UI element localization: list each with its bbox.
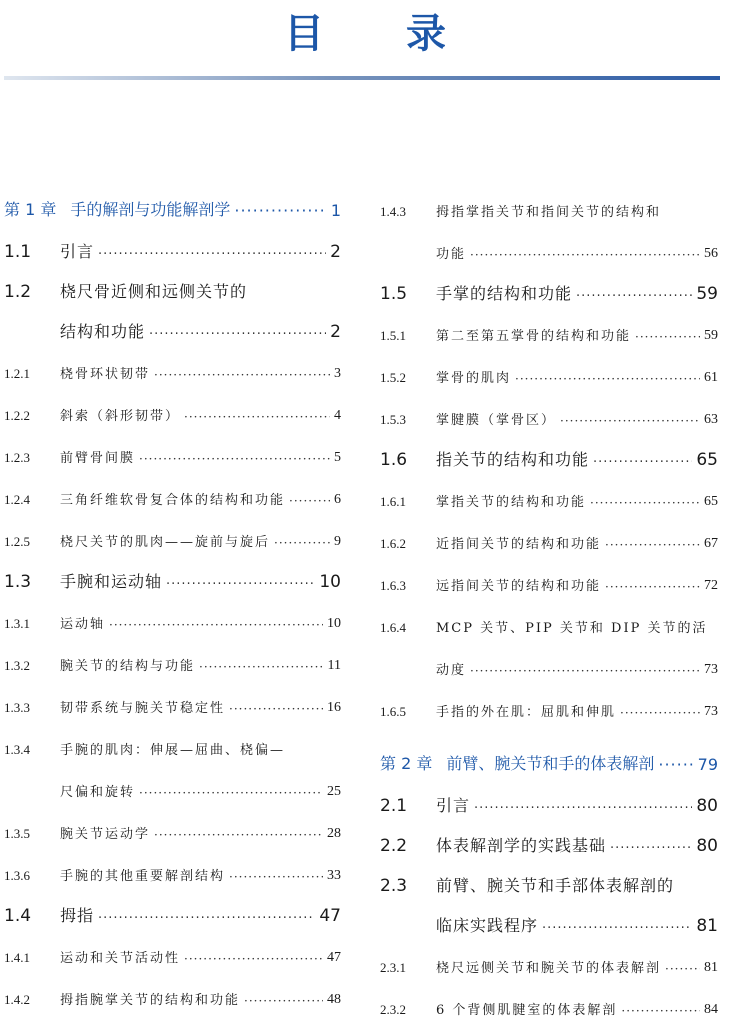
- toc-entry-title: 手掌的结构和功能: [436, 284, 573, 303]
- toc-entry-number: 1.6.3: [380, 578, 406, 593]
- toc-entry[interactable]: [4, 890, 341, 930]
- toc-entry[interactable]: [380, 186, 718, 226]
- toc-entry-title: 桡尺关节的肌肉——旋前与旋后: [60, 535, 271, 550]
- toc-entry-number: 1.6.5: [380, 704, 406, 719]
- toc-entry-number: 1.2.5: [4, 534, 30, 549]
- toc-entry-page: 33: [327, 868, 341, 883]
- toc-entry-number: 1.5.3: [380, 412, 406, 427]
- toc-entry-number: 1.4.2: [4, 992, 30, 1007]
- dot-leader: [199, 660, 324, 674]
- toc-entry-number: 1.5.1: [380, 328, 406, 343]
- toc-entry-title: 尺偏和旋转: [60, 785, 136, 800]
- title-divider: [4, 76, 720, 80]
- toc-entry[interactable]: [380, 558, 718, 600]
- toc-entry-page: 79: [697, 755, 718, 774]
- toc-entry-page: 5: [334, 450, 341, 465]
- dot-leader: [154, 368, 330, 382]
- toc-entry-title: 近指间关节的结构和功能: [436, 537, 602, 552]
- toc-entry[interactable]: [380, 392, 718, 434]
- toc-entry-title: 手腕的其他重要解剖结构: [60, 869, 226, 884]
- toc-entry-title: 前臂、腕关节和手部体表解剖的: [436, 876, 675, 895]
- dot-leader: [665, 962, 700, 976]
- toc-entry-number: 1.4.3: [380, 204, 406, 219]
- toc-entry-number: 1.1: [4, 242, 32, 262]
- toc-entry[interactable]: [380, 900, 718, 940]
- toc-entry[interactable]: [4, 930, 341, 972]
- toc-entry-number: 1.3.2: [4, 658, 30, 673]
- dot-leader: [184, 410, 330, 424]
- toc-entry-title: 桡骨环状韧带: [60, 367, 151, 382]
- toc-entry-page: 16: [327, 700, 341, 715]
- dot-leader: [542, 921, 692, 936]
- dot-leader: [515, 372, 700, 386]
- toc-entry-number: 第 1 章: [4, 200, 57, 219]
- toc-entry-page: 63: [704, 412, 718, 427]
- toc-entry-page: 10: [319, 572, 341, 592]
- toc-entry[interactable]: [4, 972, 341, 1014]
- toc-entry-title: 远指间关节的结构和功能: [436, 579, 602, 594]
- toc-entry-page: 65: [704, 494, 718, 509]
- dot-leader: [234, 201, 326, 220]
- toc-column-left: [4, 186, 341, 1014]
- toc-entry[interactable]: [4, 186, 341, 226]
- toc-entry-number: 1.3.4: [4, 742, 30, 757]
- toc-entry-page: 65: [696, 450, 718, 470]
- toc-entry[interactable]: [4, 472, 341, 514]
- toc-entry[interactable]: [4, 680, 341, 722]
- toc-entry-title: 掌骨的肌肉: [436, 371, 512, 386]
- toc-entry-title: 动度: [436, 663, 467, 678]
- toc-entry[interactable]: [4, 764, 341, 806]
- toc-entry[interactable]: [380, 308, 718, 350]
- toc-entry-page: 6: [334, 492, 341, 507]
- toc-entry[interactable]: [4, 266, 341, 306]
- toc-entry[interactable]: [380, 684, 718, 726]
- toc-entry-title: 指关节的结构和功能: [436, 450, 590, 469]
- toc-entry-title: 第二至第五掌骨的结构和功能: [436, 329, 632, 344]
- toc-entry-title: 桡尺骨近侧和远侧关节的: [60, 282, 248, 301]
- toc-entry-page: 28: [327, 826, 341, 841]
- toc-entry[interactable]: [4, 226, 341, 266]
- toc-entry[interactable]: [4, 638, 341, 680]
- toc-entry-number: 1.2.4: [4, 492, 30, 507]
- toc-entry-page: 81: [696, 916, 718, 936]
- toc-entry-page: 61: [704, 370, 718, 385]
- toc-entry-number: 1.5: [380, 284, 408, 304]
- toc-entry-title: 临床实践程序: [436, 916, 539, 935]
- toc-entry-page: 84: [704, 1002, 718, 1017]
- toc-entry-page: 9: [334, 534, 341, 549]
- toc-entry[interactable]: [4, 430, 341, 472]
- dot-leader: [109, 618, 323, 632]
- toc-entry-page: 2: [330, 242, 341, 262]
- dot-leader: [98, 247, 326, 262]
- dot-leader: [229, 870, 323, 884]
- toc-entry-number: 2.3: [380, 876, 408, 896]
- toc-entry[interactable]: [380, 226, 718, 268]
- toc-entry[interactable]: [380, 940, 718, 982]
- toc-entry-number: 1.3.5: [4, 826, 30, 841]
- toc-entry-number: 1.3: [4, 572, 32, 592]
- dot-leader: [621, 1004, 700, 1018]
- toc-entry-title: 腕关节运动学: [60, 827, 151, 842]
- toc-entry-page: 73: [704, 662, 718, 677]
- toc-entry-page: 25: [327, 784, 341, 799]
- toc-entry[interactable]: [380, 780, 718, 820]
- dot-leader: [139, 452, 330, 466]
- dot-leader: [576, 289, 692, 304]
- toc-entry-page: 2: [330, 322, 341, 342]
- toc-entry-number: 1.5.2: [380, 370, 406, 385]
- toc-entry-title: 体表解剖学的实践基础: [436, 836, 607, 855]
- toc-entry-title: 引言: [60, 242, 95, 261]
- toc-entry-number: 1.4.1: [4, 950, 30, 965]
- toc-entry-title: 三角纤维软骨复合体的结构和功能: [60, 493, 286, 508]
- toc-entry-title: 运动和关节活动性: [60, 951, 181, 966]
- toc-entry[interactable]: [380, 600, 718, 642]
- toc-entry[interactable]: [4, 306, 341, 346]
- toc-entry-title: 6 个背侧肌腱室的体表解剖: [436, 1003, 618, 1018]
- dot-leader: [139, 786, 323, 800]
- dot-leader: [154, 828, 323, 842]
- dot-leader: [98, 911, 315, 926]
- toc-entry-title: 结构和功能: [60, 322, 146, 341]
- toc-entry[interactable]: [380, 350, 718, 392]
- toc-entry-page: 73: [704, 704, 718, 719]
- toc-entry[interactable]: [4, 848, 341, 890]
- toc-entry-title: 斜索（斜形韧带）: [60, 409, 181, 424]
- toc-entry-number: 1.3.1: [4, 616, 30, 631]
- toc-entry-page: 81: [704, 960, 718, 975]
- toc-entry-title: 功能: [436, 247, 467, 262]
- toc-entry-title: 掌腱膜（掌骨区）: [436, 413, 557, 428]
- dot-leader: [470, 664, 700, 678]
- toc-entry-page: 10: [327, 616, 341, 631]
- toc-entry-number: 2.3.1: [380, 960, 406, 975]
- dot-leader: [593, 455, 692, 470]
- dot-leader: [149, 327, 326, 342]
- toc-entry-title: 前臂、腕关节和手的体表解剖: [446, 754, 655, 773]
- toc-entry-title: 拇指掌指关节和指间关节的结构和: [436, 205, 662, 220]
- toc-entry-title: 引言: [436, 796, 471, 815]
- page-title: 目 录: [284, 11, 480, 57]
- toc-entry-page: 47: [327, 950, 341, 965]
- toc-entry-title: 运动轴: [60, 617, 106, 632]
- toc-entry-page: 1: [330, 201, 341, 220]
- toc-entry[interactable]: [4, 346, 341, 388]
- toc-entry-page: 4: [334, 408, 341, 423]
- dot-leader: [590, 496, 700, 510]
- toc-entry-title: 腕关节的结构与功能: [60, 659, 196, 674]
- toc-entry-number: 1.6.2: [380, 536, 406, 551]
- toc-entry-page: 80: [696, 796, 718, 816]
- dot-leader: [244, 994, 323, 1008]
- dot-leader: [184, 952, 323, 966]
- toc-entry-page: 80: [696, 836, 718, 856]
- toc-entry-number: 1.2.3: [4, 450, 30, 465]
- dot-leader: [605, 580, 700, 594]
- toc-column-right: [380, 186, 718, 1024]
- toc-entry-page: 56: [704, 246, 718, 261]
- toc-entry-page: 3: [334, 366, 341, 381]
- toc-entry-number: 1.3.6: [4, 868, 30, 883]
- toc-entry-page: 47: [319, 906, 341, 926]
- toc-entry-page: 67: [704, 536, 718, 551]
- toc-entry[interactable]: [380, 820, 718, 860]
- toc-entry-title: 手腕的肌肉：伸展—屈曲、桡偏—: [60, 743, 286, 758]
- dot-leader: [470, 248, 700, 262]
- toc-entry-title: 韧带系统与腕关节稳定性: [60, 701, 226, 716]
- toc-entry-page: 59: [704, 328, 718, 343]
- toc-entry-page: 11: [327, 658, 341, 673]
- dot-leader: [605, 538, 700, 552]
- dot-leader: [166, 577, 315, 592]
- toc-entry[interactable]: [380, 434, 718, 474]
- toc-entry[interactable]: [380, 982, 718, 1024]
- dot-leader: [289, 494, 330, 508]
- dot-leader: [658, 755, 693, 774]
- toc-entry-title: 拇指腕掌关节的结构和功能: [60, 993, 241, 1008]
- toc-entry-number: 2.3.2: [380, 1002, 406, 1017]
- toc-entry-title: 前臂骨间膜: [60, 451, 136, 466]
- toc-entry-number: 第 2 章: [380, 754, 433, 773]
- toc-entry[interactable]: [380, 268, 718, 308]
- toc-entry-title: 手指的外在肌：屈肌和伸肌: [436, 705, 617, 720]
- toc-entry[interactable]: [4, 596, 341, 638]
- toc-entry-number: 1.2.2: [4, 408, 30, 423]
- toc-entry-title: 手的解剖与功能解剖学: [70, 200, 231, 219]
- toc-entry-number: 1.4: [4, 906, 32, 926]
- dot-leader: [274, 536, 330, 550]
- toc-entry-page: 59: [696, 284, 718, 304]
- toc-entry[interactable]: [4, 514, 341, 556]
- toc-entry-page: 72: [704, 578, 718, 593]
- toc-entry-number: 2.2: [380, 836, 408, 856]
- toc-entry-title: 拇指: [60, 906, 95, 925]
- toc-entry[interactable]: [380, 642, 718, 684]
- dot-leader: [474, 801, 692, 816]
- toc-entry[interactable]: [4, 388, 341, 430]
- dot-leader: [635, 330, 700, 344]
- dot-leader: [229, 702, 323, 716]
- toc-entry-number: 1.3.3: [4, 700, 30, 715]
- toc-entry-title: 掌指关节的结构和功能: [436, 495, 587, 510]
- toc-entry[interactable]: [4, 806, 341, 848]
- dot-leader: [610, 841, 692, 856]
- toc-entry[interactable]: [380, 726, 718, 780]
- toc-entry[interactable]: [380, 474, 718, 516]
- toc-entry-number: 1.6: [380, 450, 408, 470]
- dot-leader: [620, 706, 700, 720]
- toc-entry[interactable]: [380, 516, 718, 558]
- toc-entry-number: 1.2.1: [4, 366, 30, 381]
- toc-entry[interactable]: [4, 556, 341, 596]
- toc-entry-title: 桡尺远侧关节和腕关节的体表解剖: [436, 961, 662, 976]
- toc-entry-number: 1.2: [4, 282, 32, 302]
- toc-entry-number: 1.6.1: [380, 494, 406, 509]
- toc-entry[interactable]: [4, 722, 341, 764]
- toc-entry-number: 1.6.4: [380, 620, 406, 635]
- toc-entry-title: 手腕和运动轴: [60, 572, 163, 591]
- toc-entry-number: 2.1: [380, 796, 408, 816]
- dot-leader: [560, 414, 700, 428]
- toc-entry-page: 48: [327, 992, 341, 1007]
- toc-entry[interactable]: [380, 860, 718, 900]
- toc-entry-title: MCP 关节、PIP 关节和 DIP 关节的活: [436, 621, 708, 636]
